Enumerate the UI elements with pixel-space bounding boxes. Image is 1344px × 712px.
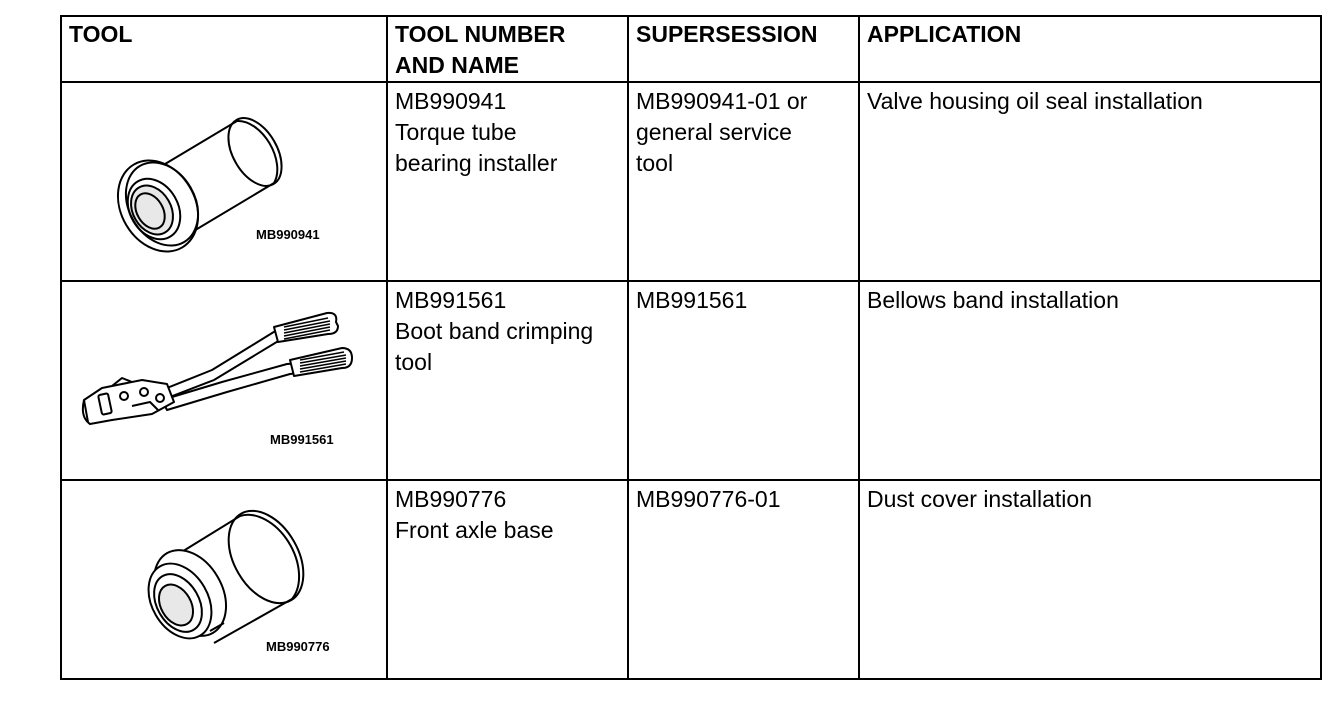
header-tool-number: TOOL NUMBER AND NAME [387,16,628,82]
tool-number: MB991561 [395,287,507,313]
table-row [61,480,1321,679]
tool-image-label: MB991561 [270,432,334,447]
special-tools-table [60,15,1322,680]
tool-name: tool [395,349,433,375]
tool-name: bearing installer [395,150,558,176]
application-cell: Valve housing oil seal installation [859,82,1321,281]
tool-number: MB990776 [395,486,507,512]
table-row [61,82,1321,281]
tool-name: Boot band crimping [395,318,594,344]
tool-image-label: MB990941 [256,227,320,242]
tool-image-label: MB990776 [266,639,330,654]
application-cell: Bellows band installation [859,281,1321,480]
table-row [61,281,1321,480]
supersession-cell: MB990941-01 or general service tool [628,82,859,281]
axle-base-icon [62,481,388,680]
bearing-installer-icon [62,83,388,282]
tool-number-cell [387,281,628,480]
tool-image-cell [61,480,387,679]
tool-number: MB990941 [395,88,507,114]
tool-name: Front axle base [395,517,554,543]
header-row [61,16,1321,82]
tool-number-cell [387,82,628,281]
application-cell: Dust cover installation [859,480,1321,679]
tool-image-cell [61,281,387,480]
tool-image-cell [61,82,387,281]
tool-name: Torque tube [395,119,517,145]
header-application: APPLICATION [859,16,1321,82]
crimping-pliers-icon [62,282,388,481]
supersession-cell: MB991561 [628,281,859,480]
header-supersession: SUPERSESSION [628,16,859,82]
header-tool: TOOL [61,16,387,82]
tool-number-cell [387,480,628,679]
supersession-cell: MB990776-01 [628,480,859,679]
